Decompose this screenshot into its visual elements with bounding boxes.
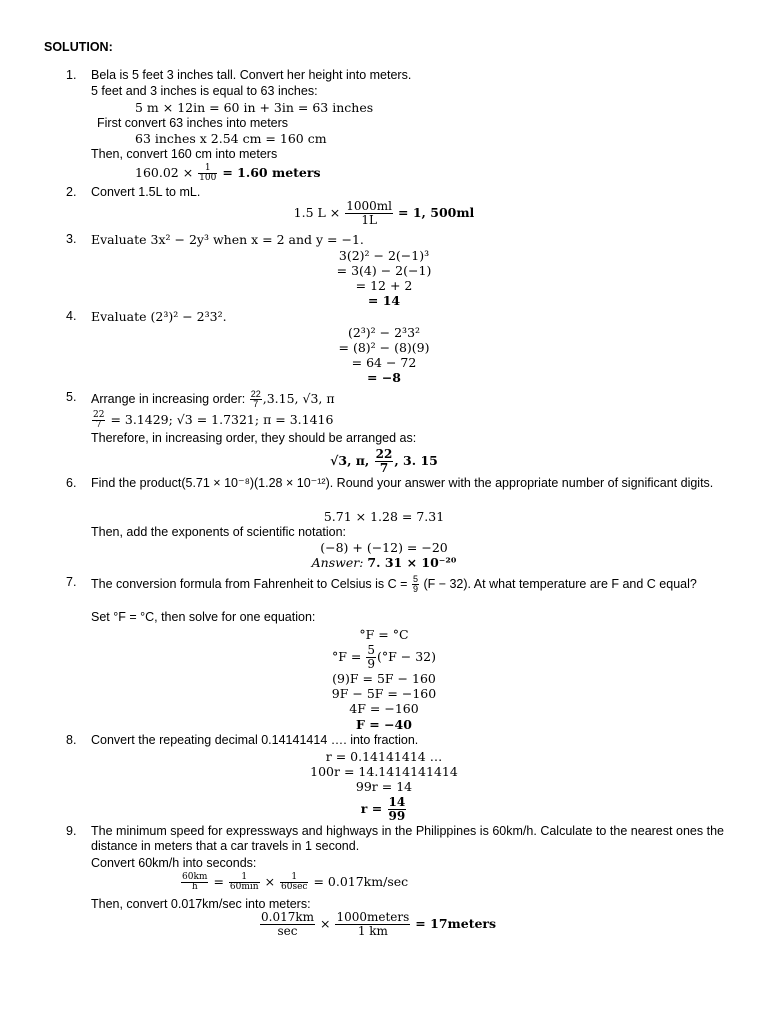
problem-1-number: 1. (66, 68, 77, 82)
problem-1-step-text: 5 feet and 3 inches is equal to 63 inches: (91, 84, 318, 98)
problem-6-step: (−8) + (−12) = −20 (320, 540, 448, 555)
problem-1-step-text: Then, convert 160 cm into meters (91, 147, 278, 161)
problem-4-question: Evaluate (2³)² − 2³3². (91, 309, 227, 324)
problem-3-step: 3(2)² − 2(−1)³ (338, 248, 430, 263)
problem-4-step: = (8)² − (8)(9) (338, 340, 430, 355)
problem-3-answer: = 14 (367, 293, 401, 308)
problem-8-step: r = 0.14141414 … (325, 749, 443, 764)
problem-1-question: Bela is 5 feet 3 inches tall. Convert her height into meters. (91, 68, 412, 82)
problem-9-equation: $\frac{60km}{h}$ = $\frac{1}{60\min}$ × $\frac{1}{60\sec}$ = 0.017km/sec (182, 872, 409, 892)
problem-7-question: The conversion formula from Fahrenheit to Celsius is C = $\frac{5}{9}$ (F − 32). At what temperature are F and C equal? (91, 574, 697, 594)
problem-7-step: (9)F = 5F − 160 (332, 671, 436, 686)
problem-8-step: 99r = 14 (355, 779, 413, 794)
problem-8-answer: r = $\frac{14}{99}$ (360, 795, 406, 823)
problem-7-step: °F = °C (359, 627, 409, 642)
problem-1-answer: 160.02 × $\frac{1}{100}$ = 1.60 meters (135, 163, 321, 183)
problem-6-number: 6. (66, 476, 77, 490)
problem-9-step-text: Convert 60km/h into seconds: (91, 856, 257, 870)
problem-2-answer: 1.5 L × $\frac{1000ml}{1L}$ = 1, 500ml (293, 199, 475, 227)
problem-3-number: 3. (66, 232, 77, 246)
problem-3-step: = 12 + 2 (355, 278, 413, 293)
problem-8-step: 100r = 14.1414141414 (310, 764, 458, 779)
problem-2-question: Convert 1.5L to mL. (91, 185, 201, 199)
problem-9-question: The minimum speed for expressways and highways in the Philippines is 60km/h. Calculate to the nearest ones the distance in meters that a car travels in 1 second. (91, 824, 724, 853)
problem-9-answer: $\frac{0.017km}{\sec}$ × $\frac{\text{1000meters}}{1 km}$ = 17meters (261, 910, 497, 938)
problem-9-step-text: Then, convert 0.017km/sec into meters: (91, 897, 311, 911)
problem-1-equation: 63 inches x 2.54 cm = 160 cm (135, 131, 327, 146)
problem-5-values: $\frac{22}{7}$ = 3.1429; √3 = 1.7321; π = 3.1416 (93, 410, 334, 430)
problem-4-step: = 64 − 72 (351, 355, 417, 370)
problem-2-number: 2. (66, 185, 77, 199)
problem-6-question: Find the product(5.71 × 10⁻⁸)(1.28 × 10⁻¹²). Round your answer with the appropriate number of significant digits. (91, 476, 714, 490)
problem-7-answer: F = −40 (356, 717, 412, 732)
problem-9-number: 9. (66, 824, 77, 838)
problem-3-question: Evaluate 3x² − 2y³ when x = 2 and y = −1. (91, 232, 364, 247)
problem-3-step: = 3(4) − 2(−1) (336, 263, 432, 278)
problem-6-answer: Answer: 7. 31 × 10⁻²⁰ (311, 555, 457, 570)
problem-4-number: 4. (66, 309, 77, 323)
problem-1-step-text: First convert 63 inches into meters (97, 116, 289, 130)
problem-6-step: 5.71 × 1.28 = 7.31 (323, 509, 445, 524)
problem-5-number: 5. (66, 390, 77, 404)
problem-6-step-text: Then, add the exponents of scientific notation: (91, 525, 347, 539)
problem-5-question: Arrange in increasing order: $\frac{22}{7}$ ,3.15, √3, π (91, 389, 335, 409)
page-heading: SOLUTION: (44, 40, 113, 54)
problem-1-equation: 5 m × 12in = 60 in + 3in = 63 inches (135, 100, 374, 115)
problem-7-step-text: Set °F = °C, then solve for one equation: (91, 610, 316, 624)
problem-4-answer: = −8 (367, 370, 401, 385)
problem-7-step: °F = $\frac{5}{9}$ (°F − 32) (331, 643, 436, 671)
problem-8-question: Convert the repeating decimal 0.14141414 …. into fraction. (91, 733, 419, 747)
problem-5-answer: √3, π, $\frac{22}{7}$ , 3. 15 (330, 447, 438, 475)
problem-7-step: 4F = −160 (349, 701, 419, 716)
problem-7-step: 9F − 5F = −160 (331, 686, 437, 701)
problem-5-step-text: Therefore, in increasing order, they should be arranged as: (91, 431, 417, 445)
problem-4-step: (2³)² − 2³3² (347, 325, 421, 340)
problem-7-number: 7. (66, 575, 77, 589)
problem-8-number: 8. (66, 733, 77, 747)
